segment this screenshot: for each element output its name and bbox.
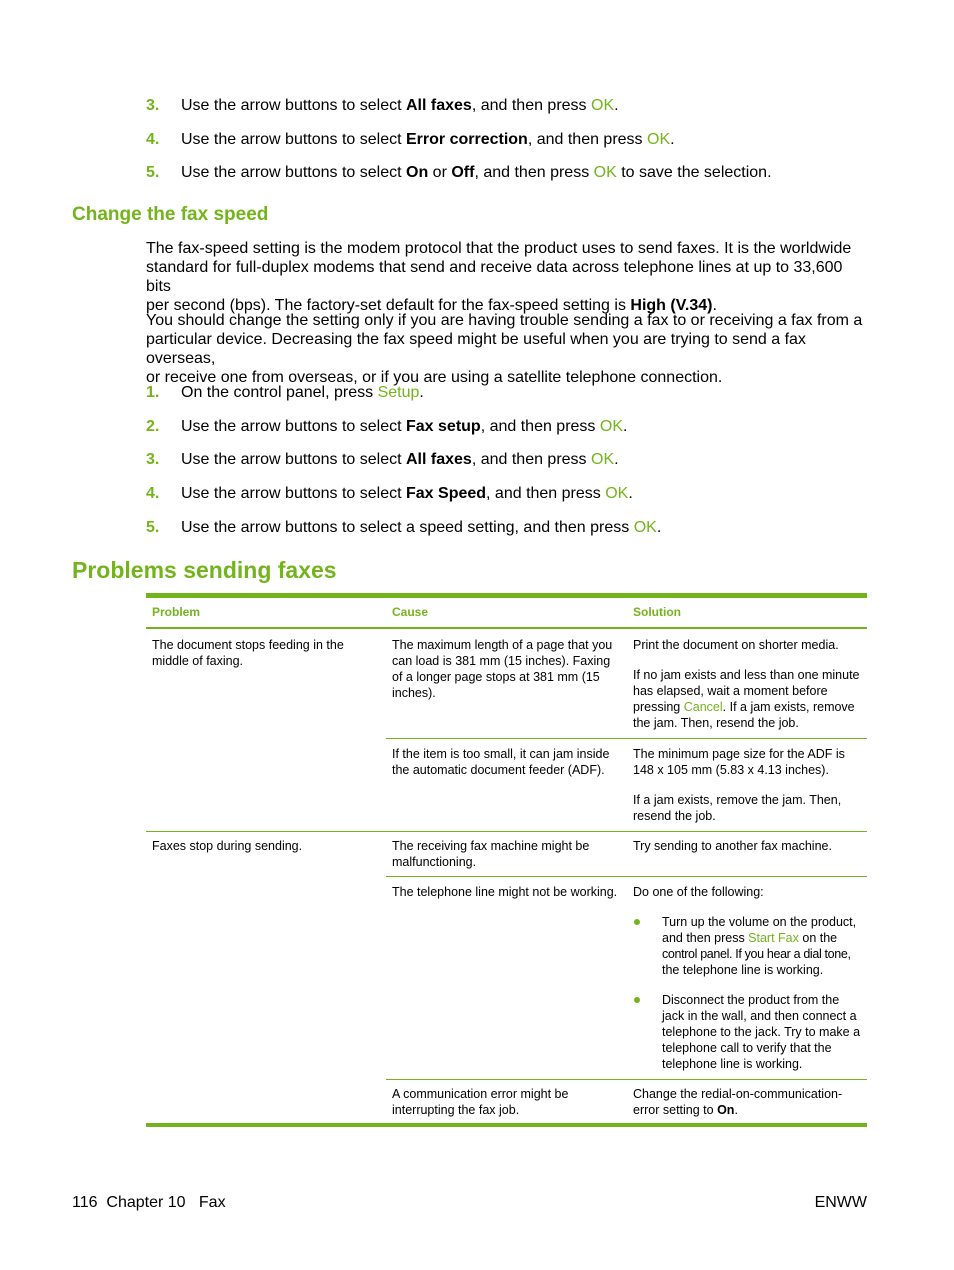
header-solution: Solution	[633, 605, 681, 619]
header-rule	[146, 627, 867, 629]
header-cause: Cause	[392, 605, 429, 619]
row1-problem: The document stops feeding in the middle of faxing.	[152, 638, 344, 668]
row1a-cause: The maximum length of a page that you can load is 381 mm (15 inches). Faxing of a longer page stops at 381 mm (15 inches).	[392, 638, 613, 700]
row2a-divider	[386, 876, 867, 877]
fax-speed-paragraph-2: You should change the setting only if you are having trouble sending a fax to or receiving a fax from a particular device. Decreasing the fax speed might be useful when you are trying to send a fax overseas, or receive one from overseas, or if you are using a satellite telephone connection.	[146, 312, 863, 386]
row1b-solution: The minimum page size for the ADF is 148 x 105 mm (5.83 x 4.13 inches). If a jam exists, remove the jam. Then, resend the job.	[633, 747, 845, 823]
row1-divider	[146, 831, 867, 832]
row1a-divider	[386, 738, 867, 739]
row2a-cause: The receiving fax machine might be malfunctioning.	[392, 839, 590, 869]
header-problem: Problem	[152, 605, 201, 619]
table-top-rule	[146, 593, 867, 598]
bullet-icon	[634, 997, 640, 1003]
row2b-cause: The telephone line might not be working.	[392, 885, 618, 899]
row2b-divider	[386, 1079, 867, 1080]
row1a-solution: Print the document on shorter media. If no jam exists and less than one minute has elapsed, wait a moment before pressing Cancel. If a jam exists, remove the jam. Then, resend the job.	[633, 638, 860, 730]
row2a-solution: Try sending to another fax machine.	[633, 839, 832, 853]
bullet-item: Turn up the volume on the product, and then press Start Fax on the control panel. If you hear a dial tone, the telephone line is working.	[633, 914, 865, 978]
footer-enww: ENWW	[814, 1194, 867, 1211]
section-heading-problems: Problems sending faxes	[72, 557, 337, 583]
section-heading-fax-speed: Change the fax speed	[72, 204, 269, 225]
bullet-item: Disconnect the product from the jack in the wall, and then connect a telephone to the jack. Try to make a telephone call to verify that the telephone line is working.	[633, 992, 865, 1072]
cancel-button-name: Cancel	[683, 700, 723, 714]
row2-problem: Faxes stop during sending.	[152, 839, 303, 853]
row2c-cause: A communication error might be interrupting the fax job.	[392, 1087, 569, 1117]
row2b-solution: Do one of the following: Turn up the volume on the product, and then press Start Fax on the control panel. If you hear a dial tone, the telephone line is working. Disconnect the product from the jack in the wall, and then connect a telephone to the jack. Try to make a telephone call to verify that the telephone line is working.	[633, 884, 865, 1072]
table-bottom-rule	[146, 1123, 867, 1127]
footer-page-info: 116 Chapter 10 Fax	[72, 1194, 226, 1211]
bullet-icon	[634, 919, 640, 925]
fax-speed-paragraph-1: The fax-speed setting is the modem protocol that the product uses to send faxes. It is the worldwide standard for full-duplex modems that send and receive data across telephone lines at up to 33,600 bits per second (bps). The factory-set default for the fax-speed setting is High (V.34).	[146, 240, 852, 314]
row1b-cause: If the item is too small, it can jam inside the automatic document feeder (ADF).	[392, 747, 610, 777]
row2c-solution: Change the redial-on-communication- error setting to On.	[633, 1087, 843, 1117]
start-fax-button-name: Start Fax	[748, 931, 799, 945]
